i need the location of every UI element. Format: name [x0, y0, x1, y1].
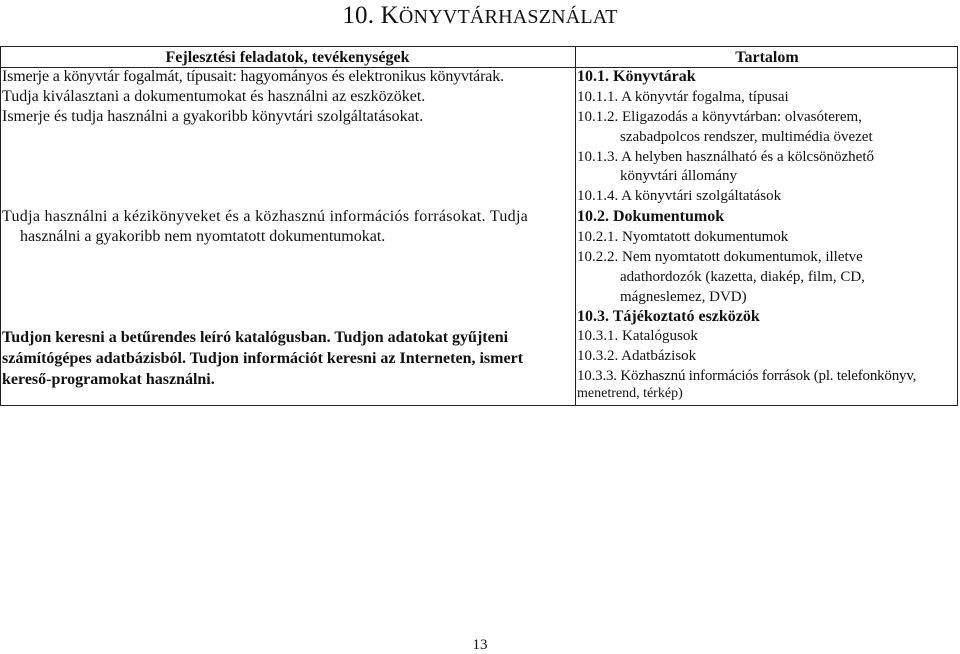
- content-item-10-1-2: 10.1.2. Eligazodás a könyvtárban: olvasóterem,: [577, 109, 862, 125]
- header-tasks: Fejlesztési feladatok, tevékenységek: [165, 49, 410, 66]
- content-section-10-1: 10.1. Könyvtárak: [577, 68, 696, 85]
- task-line-2: Tudja kiválasztani a dokumentumokat és használni az eszközöket.: [2, 88, 426, 105]
- task-line-3: Ismerje és tudja használni a gyakoribb könyvtári szolgáltatásokat.: [2, 108, 424, 125]
- content-section-10-2: 10.2. Dokumentumok: [577, 208, 725, 225]
- task-line-6: Tudjon keresni a betűrendes leíró katalógusban. Tudjon adatokat gyűjteni: [2, 329, 509, 346]
- page-title: [0, 2, 960, 31]
- task-line-7: számítógépes adatbázisból. Tudjon információt keresni az Interneten, ismert: [2, 350, 524, 367]
- task-line-5: használni a gyakoribb nem nyomtatott dokumentumokat.: [20, 228, 386, 245]
- content-item-10-1-3-cont: könyvtári állomány: [620, 168, 738, 184]
- column-divider: [575, 46, 576, 406]
- title-rest: ÖNYVTÁRHASZNÁLAT: [398, 6, 618, 28]
- content-item-10-1-1: 10.1.1. A könyvtár fogalma, típusai: [577, 89, 789, 105]
- content-item-10-1-4: 10.1.4. A könyvtári szolgáltatások: [577, 188, 782, 204]
- header-content: Tartalom: [735, 49, 799, 66]
- content-item-10-2-2-cont-1: adathordozók (kazetta, diakép, film, CD,: [620, 269, 865, 285]
- content-item-10-1-3: 10.1.3. A helyben használható és a kölcsönözhető: [577, 149, 875, 165]
- content-item-10-3-3: 10.3.3. Közhasznú információs források (pl. telefonkönyv,: [577, 368, 917, 384]
- page-number: 13: [472, 637, 488, 653]
- content-item-10-2-2: 10.2.2. Nem nyomtatott dokumentumok, illetve: [577, 249, 863, 265]
- content-item-10-2-1: 10.2.1. Nyomtatott dokumentumok: [577, 229, 789, 245]
- title-number: 10. K: [342, 2, 399, 29]
- task-line-4: Tudja használni a kézikönyveket és a közhasznú információs forrásokat. Tudja: [2, 208, 529, 225]
- content-item-10-3-1: 10.3.1. Katalógusok: [577, 328, 698, 344]
- task-line-8: kereső-programokat használni.: [2, 371, 215, 388]
- content-item-10-1-2-cont: szabadpolcos rendszer, multimédia övezet: [620, 129, 873, 145]
- content-section-10-3: 10.3. Tájékoztató eszközök: [577, 308, 760, 325]
- content-item-10-2-2-cont-2: mágneslemez, DVD): [620, 289, 747, 305]
- content-item-10-3-3-cont: menetrend, térkép): [577, 386, 683, 401]
- task-line-1: Ismerje a könyvtár fogalmát, típusait: hagyományos és elektronikus könyvtárak.: [2, 68, 504, 85]
- content-item-10-3-2: 10.3.2. Adatbázisok: [577, 348, 697, 364]
